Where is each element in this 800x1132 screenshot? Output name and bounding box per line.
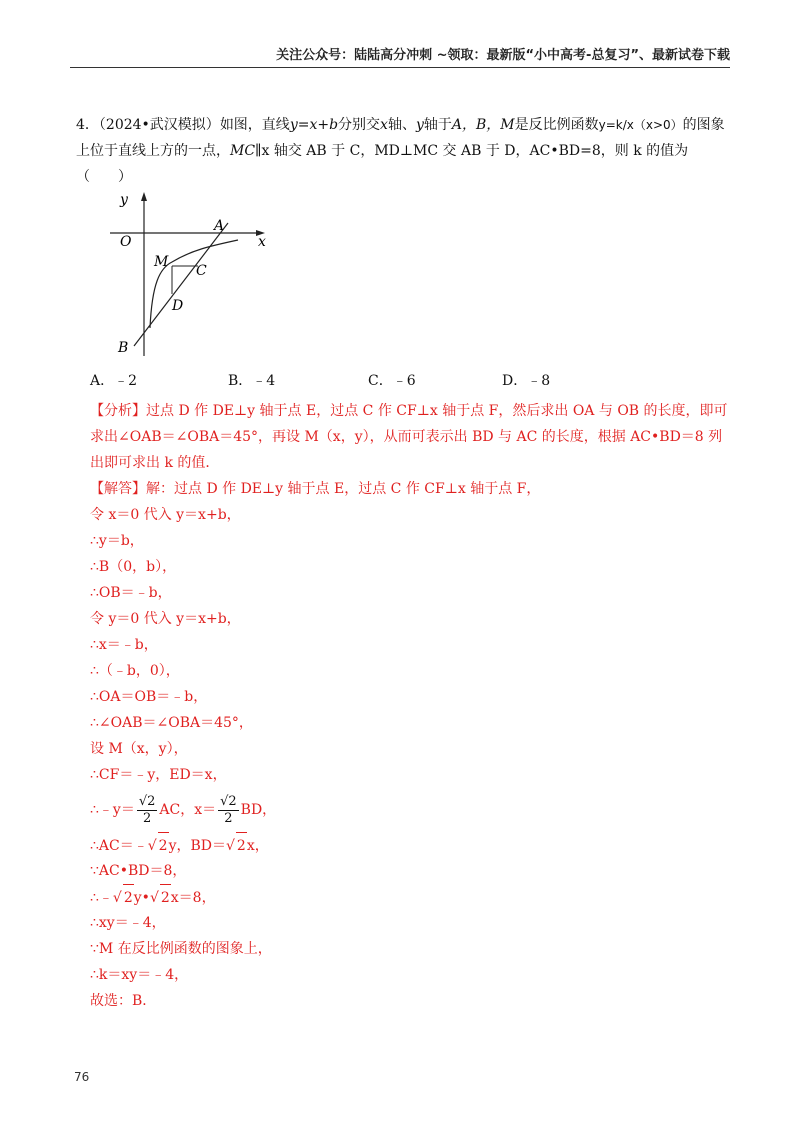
step: ∴B（0，b）， <box>90 559 177 575</box>
step: ∴x＝﹣b， <box>90 637 158 653</box>
sqrt-text: x＝8， <box>170 890 216 906</box>
label-a: A <box>214 218 225 234</box>
step: ∴OA＝OB＝﹣b， <box>90 689 208 705</box>
step: ∵M 在反比例函数的图象上， <box>90 941 272 957</box>
frac-post: BD， <box>240 802 277 818</box>
option-b: B．﹣4 <box>228 373 276 389</box>
label-x: x <box>258 234 266 250</box>
page-number: 76 <box>74 1070 90 1084</box>
q-text: ∥x 轴交 AB 于 C，MD⊥MC 交 AB 于 D，AC•BD=8，则 k 的值为 <box>255 143 689 159</box>
option-d: D．﹣8 <box>502 373 551 389</box>
frac-num: √2 <box>220 793 237 809</box>
solution-first: 解：过点 D 作 DE⊥y 轴于点 E，过点 C 作 CF⊥x 轴于点 F， <box>146 481 541 497</box>
function-image: y=k/x（x>0） <box>598 118 683 132</box>
q-eq: y=x+b <box>289 117 339 133</box>
step: ∴k＝xy＝﹣4， <box>90 967 189 983</box>
y-axis-arrow <box>141 192 147 201</box>
label-o: O <box>120 234 132 250</box>
q-x: x <box>380 117 388 133</box>
radicand: 2 <box>236 832 247 859</box>
question-number: 4． <box>76 117 99 133</box>
step: 令 y＝0 代入 y＝x+b， <box>90 611 241 627</box>
step-sqrt: ∴AC＝﹣√ 2y，BD＝√ 2x， <box>90 832 730 858</box>
q-text: 轴于 <box>423 117 452 133</box>
step-sqrt: ∴﹣√ 2y•√ 2x＝8， <box>90 884 730 910</box>
question <box>76 112 726 190</box>
label-c: C <box>196 263 207 279</box>
q-mc: MC <box>230 143 256 159</box>
frac-mid: AC，x＝ <box>159 802 217 818</box>
answer-blank: （ ） <box>76 169 132 185</box>
question-source: （2024•武汉模拟） <box>98 117 220 133</box>
q-text: 如图，直线 <box>219 117 290 133</box>
figure <box>110 188 270 358</box>
step: 故选：B． <box>90 993 157 1009</box>
frac-den: 2 <box>224 810 233 826</box>
step: ∴CF＝﹣y，ED＝x， <box>90 767 227 783</box>
radicand: 2 <box>158 832 169 859</box>
option-c: C．﹣6 <box>368 373 416 389</box>
sqrt-text: y，BD＝ <box>168 838 226 854</box>
step: 设 M（x，y）， <box>90 741 188 757</box>
step: ∴∠OAB＝∠OBA＝45°， <box>90 715 253 731</box>
q-text: 分别交 <box>338 117 381 133</box>
q-y: y <box>415 117 424 133</box>
analysis-block <box>90 398 730 476</box>
frac-pre: ∴﹣y＝ <box>90 802 135 818</box>
frac-num: √2 <box>138 793 156 809</box>
radicand: 2 <box>123 884 134 911</box>
label-m: M <box>154 254 169 270</box>
page-header: 关注公众号：陆陆高分冲刺 ~领取：最新版“小中高考-总复习”、最新试卷下载 <box>70 44 730 68</box>
step: ∴xy＝﹣4， <box>90 915 166 931</box>
label-d: D <box>172 298 184 314</box>
solution-tag: 【解答】 <box>90 481 146 497</box>
analysis-text: 过点 D 作 DE⊥y 轴于点 E，过点 C 作 CF⊥x 轴于点 F，然后求出 OA 与 OB 的长度，即可求出∠OAB＝∠OBA＝45°，再设 M（x，y），从而可表示出 BD 与 AC 的长度，根据 AC•BD＝8 列出即可求出 k 的值． <box>90 403 728 471</box>
q-pts: A，B，M <box>451 117 515 133</box>
line-ab <box>134 223 228 346</box>
sqrt-text: x， <box>246 838 269 854</box>
fraction <box>218 794 239 827</box>
label-b: B <box>118 340 129 356</box>
q-text: 是反比例函数 <box>514 117 599 133</box>
q-text: 的图象上位于直线上方的一点， <box>76 117 725 159</box>
step: 令 x＝0 代入 y＝x+b， <box>90 507 241 523</box>
option-a: A．﹣2 <box>90 373 138 389</box>
frac-den: 2 <box>142 810 152 826</box>
step: ∵AC•BD＝8， <box>90 863 187 879</box>
step: ∴（﹣b，0）， <box>90 663 180 679</box>
solution-intro <box>90 476 730 502</box>
sqrt-text: ∴﹣ <box>90 890 113 906</box>
step-fraction <box>90 788 730 832</box>
step: ∴y＝b， <box>90 533 144 549</box>
label-y: y <box>120 192 128 208</box>
step: ∴OB＝﹣b， <box>90 585 172 601</box>
analysis-tag: 【分析】 <box>90 403 146 419</box>
q-text: 轴、 <box>387 117 416 133</box>
radicand: 2 <box>160 884 171 911</box>
fraction <box>137 794 158 827</box>
sqrt-text: ∴AC＝﹣ <box>90 838 148 854</box>
sqrt-text: y• <box>133 890 150 906</box>
solution <box>90 398 730 1014</box>
